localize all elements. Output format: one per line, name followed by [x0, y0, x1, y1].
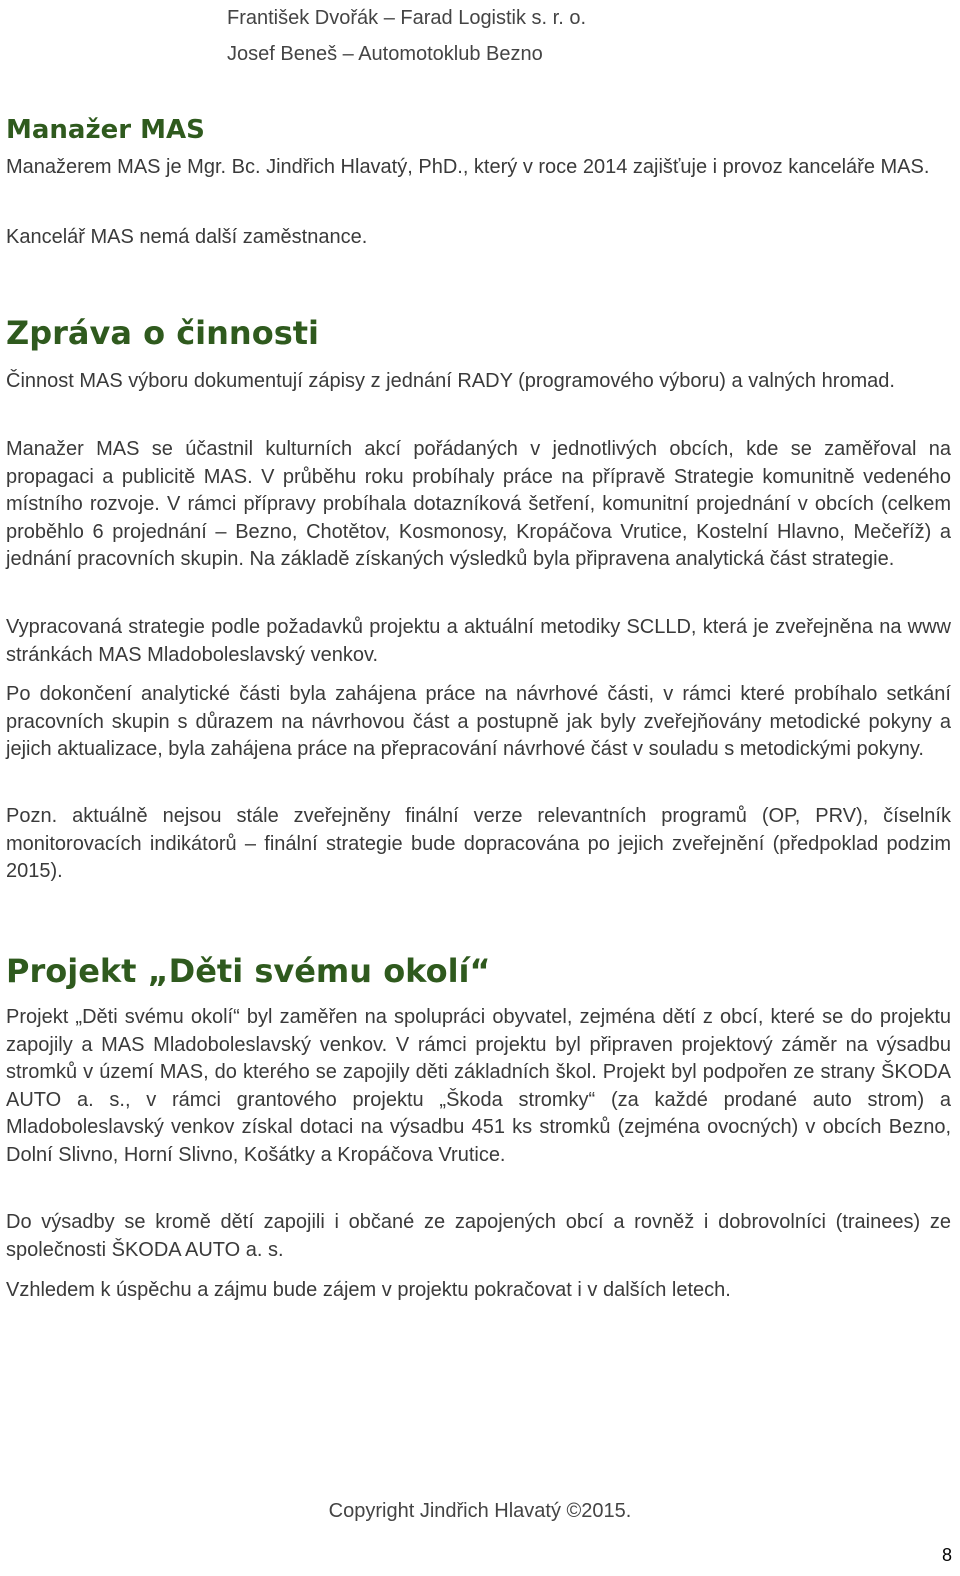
section-heading-projekt: Projekt „Děti svému okolí“	[6, 952, 491, 990]
paragraph: Pozn. aktuálně nejsou stále zveřejněny finální verze relevantních programů (OP, PRV), číselník monitorovacích indikátorů – finální strategie bude dopracována po jejich zveřejnění (předpoklad podzim 2015).	[6, 805, 951, 882]
member-item: Josef Beneš – Automotoklub Bezno	[227, 43, 543, 65]
paragraph: Manažer MAS se účastnil kulturních akcí pořádaných v jednotlivých obcích, kde se zaměřoval na propagaci a publicitě MAS. V průběhu roku probíhaly práce na přípravě Strategie komunitně vedeného místního rozvoje. V rámci přípravy probíhala dotazníková šetření, komunitní projednání v obcích (celkem proběhlo 6 projednání – Bezno, Chotětov, Kosmonosy, Kropáčova Vrutice, Kostelní Hlavno, Mečeříž) a jednání pracovních skupin. Na základě získaných výsledků byla připravena analytická část strategie.	[6, 438, 951, 570]
paragraph: Manažerem MAS je Mgr. Bc. Jindřich Hlavatý, PhD., který v roce 2014 zajišťuje i provoz kanceláře MAS.	[6, 156, 930, 178]
paragraph: Po dokončení analytické části byla zahájena práce na návrhové části, v rámci které probíhalo setkání pracovních skupin s důrazem na návrhovou část a postupně jak byly zveřejňovány metodické pokyny a jejich aktualizace, byla zahájena práce na přepracování návrhové část v souladu s metodickými pokyny.	[6, 683, 951, 760]
paragraph: Činnost MAS výboru dokumentují zápisy z jednání RADY (programového výboru) a valných hromad.	[6, 370, 895, 392]
paragraph: Projekt „Děti svému okolí“ byl zaměřen na spolupráci obyvatel, zejména dětí z obcí, které se do projektu zapojily a MAS Mladoboleslavský venkov. V rámci projektu byl připraven projektový záměr na výsadbu stromků v území MAS, do kterého se zapojily děti základních škol. Projekt byl podpořen ze strany ŠKODA AUTO a. s., v rámci grantového projektu „Škoda stromky“ (za každé prodané auto strom) a Mladoboleslavský venkov získal dotaci na výsadbu 451 ks stromků (zejména ovocných) v obcích Bezno, Dolní Slivno, Horní Slivno, Košátky a Kropáčova Vrutice.	[6, 1006, 951, 1166]
paragraph: Vypracovaná strategie podle požadavků projektu a aktuální metodiky SCLLD, která je zveřejněna na www stránkách MAS Mladoboleslavský venkov.	[6, 616, 951, 666]
page-number: 8	[941, 1545, 952, 1565]
paragraph: Do výsadby se kromě dětí zapojili i občané ze zapojených obcí a rovněž i dobrovolníci (trainees) ze společnosti ŠKODA AUTO a. s.	[6, 1211, 951, 1261]
paragraph: Kancelář MAS nemá další zaměstnance.	[6, 226, 368, 248]
paragraph: Vzhledem k úspěchu a zájmu bude zájem v projektu pokračovat i v dalších letech.	[6, 1279, 731, 1301]
member-item: František Dvořák – Farad Logistik s. r. o.	[227, 7, 587, 29]
section-heading-zprava: Zpráva o činnosti	[6, 314, 319, 352]
copyright-footer: Copyright Jindřich Hlavatý ©2015.	[328, 1500, 632, 1522]
member-list	[227, 0, 586, 72]
section-heading-manazer: Manažer MAS	[6, 115, 205, 145]
